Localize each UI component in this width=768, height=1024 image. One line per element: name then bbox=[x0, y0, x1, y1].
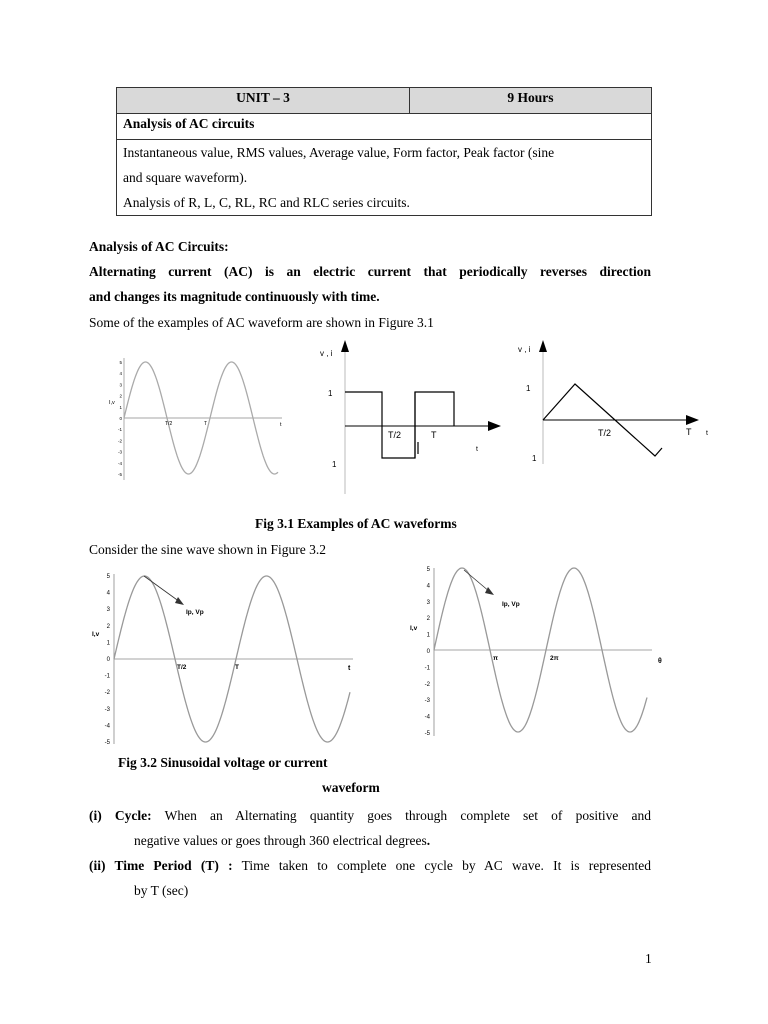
content-line: Analysis of R, L, C, RL, RC and RLC series circuits. bbox=[123, 195, 410, 210]
definition-label: (ii) Time Period (T) : bbox=[89, 858, 233, 873]
definition-continuation bbox=[89, 878, 651, 903]
x-axis-arrow bbox=[488, 421, 501, 431]
continuation-text: by T (sec) bbox=[134, 883, 189, 898]
definition-first-line bbox=[89, 853, 651, 878]
axis-label: v , i bbox=[320, 349, 333, 358]
bottom-label: 1 bbox=[532, 454, 537, 463]
fig31-triangle-chart bbox=[510, 336, 720, 466]
y-tick-label: -4 bbox=[104, 723, 110, 730]
y-axis-label: I,v bbox=[92, 631, 100, 638]
y-axis-arrow bbox=[341, 340, 349, 352]
x-label-half: T/2 bbox=[165, 421, 173, 427]
y-tick-label: 5 bbox=[106, 574, 110, 580]
y-ticks bbox=[425, 567, 431, 737]
definition-cycle bbox=[89, 803, 651, 853]
hours-cell: 9 Hours bbox=[410, 88, 652, 114]
y-tick-label: 3 bbox=[106, 607, 110, 614]
x-axis-label: t bbox=[280, 422, 282, 428]
content-line: and square waveform). bbox=[123, 170, 248, 185]
unit-cell: UNIT – 3 bbox=[117, 88, 410, 114]
y-tick-label: -5 bbox=[117, 472, 122, 477]
section-heading: Analysis of AC Circuits: bbox=[89, 239, 229, 254]
consider-text: Consider the sine wave shown in Figure 3.2 bbox=[89, 542, 326, 557]
y-tick-label: 5 bbox=[119, 360, 122, 365]
x-axis-arrow bbox=[686, 415, 699, 425]
y-tick-label: -5 bbox=[104, 740, 110, 746]
y-ticks bbox=[105, 574, 111, 746]
y-tick-label: -4 bbox=[117, 460, 122, 466]
definition-continuation bbox=[89, 828, 651, 853]
x-label-pi: π bbox=[493, 655, 498, 662]
x-label-period: T bbox=[204, 421, 208, 427]
definition-time-period bbox=[89, 853, 651, 903]
y-tick-label: 3 bbox=[119, 382, 122, 388]
y-tick-label: 4 bbox=[426, 583, 430, 590]
annotation: Ip, Vp bbox=[186, 609, 204, 616]
y-tick-label: 3 bbox=[426, 599, 430, 606]
page-number: 1 bbox=[645, 951, 652, 966]
y-tick-label: -2 bbox=[424, 681, 430, 688]
annotation: Ip, Vp bbox=[502, 601, 520, 608]
annotation-arrow bbox=[144, 576, 180, 602]
x-axis-label: t bbox=[706, 430, 708, 437]
content-line: Instantaneous value, RMS values, Average value, Form factor, Peak factor (sine bbox=[123, 145, 555, 160]
examples-intro: Some of the examples of AC waveform are shown in Figure 3.1 bbox=[89, 315, 434, 330]
y-tick-label: 2 bbox=[119, 393, 122, 399]
x-label-half: T/2 bbox=[177, 664, 187, 671]
x-label-2pi: 2π bbox=[550, 655, 559, 662]
y-tick-label: 0 bbox=[426, 649, 430, 655]
y-tick-label: 2 bbox=[426, 616, 430, 623]
y-tick-label: 2 bbox=[106, 623, 110, 630]
fig31-sine-chart bbox=[106, 352, 298, 487]
fig32-caption-line2: waveform bbox=[322, 780, 380, 795]
axis-label: v , i bbox=[518, 345, 531, 354]
y-tick-label: -1 bbox=[117, 427, 122, 433]
topic-cell: Analysis of AC circuits bbox=[117, 114, 652, 140]
fig32-right-chart bbox=[402, 562, 696, 742]
y-tick-label: 4 bbox=[119, 371, 122, 377]
x-axis-label: θ bbox=[658, 658, 662, 665]
y-axis-label: I,v bbox=[109, 400, 115, 406]
y-tick-label: 0 bbox=[106, 657, 110, 663]
y-tick-label: 1 bbox=[119, 404, 122, 410]
y-tick-label: -3 bbox=[104, 706, 110, 713]
definition-label: (i) Cycle: bbox=[89, 808, 152, 823]
definition-line: and changes its magnitude continuously with time. bbox=[89, 289, 380, 304]
x-axis-label: t bbox=[348, 665, 351, 672]
definition-line: Alternating current (AC) is an electric current that periodically reverses direction bbox=[89, 264, 651, 279]
definition-text: When an Alternating quantity goes through complete set of positive and bbox=[151, 808, 651, 823]
annotation-arrow bbox=[464, 570, 490, 592]
fig31-caption: Fig 3.1 Examples of AC waveforms bbox=[255, 516, 457, 531]
content-cell bbox=[117, 140, 652, 216]
y-tick-label: -2 bbox=[104, 690, 110, 697]
fig31-square-chart bbox=[312, 336, 508, 496]
top-label: 1 bbox=[526, 384, 531, 393]
top-label: 1 bbox=[328, 389, 333, 398]
continuation-bold: . bbox=[426, 833, 431, 848]
fig32-left-chart bbox=[88, 566, 380, 748]
y-tick-label: 5 bbox=[426, 567, 430, 573]
y-tick-label: -3 bbox=[424, 698, 430, 705]
y-tick-label: -2 bbox=[117, 438, 122, 444]
y-tick-label: -1 bbox=[104, 673, 110, 680]
y-tick-label: 4 bbox=[106, 590, 110, 597]
definition-text: Time taken to complete one cycle by AC wave. It is represented bbox=[232, 858, 651, 873]
y-tick-label: 1 bbox=[106, 640, 110, 647]
annotation-arrowhead bbox=[485, 587, 494, 595]
fig32-caption-line1: Fig 3.2 Sinusoidal voltage or current bbox=[118, 755, 328, 770]
continuation-text: negative values or goes through 360 electrical degrees bbox=[134, 833, 427, 848]
definition-first-line bbox=[89, 803, 651, 828]
x-label-period: T bbox=[431, 430, 437, 440]
y-tick-label: 1 bbox=[426, 632, 430, 639]
y-ticks bbox=[118, 360, 123, 477]
annotation-arrowhead bbox=[175, 597, 184, 605]
y-tick-label: -1 bbox=[424, 665, 430, 672]
unit-table bbox=[116, 87, 652, 216]
x-label-period: T bbox=[235, 664, 239, 671]
y-tick-label: -5 bbox=[424, 731, 430, 737]
y-tick-label: -3 bbox=[117, 449, 122, 455]
x-label-half: T/2 bbox=[598, 428, 612, 438]
y-axis-arrow bbox=[539, 340, 547, 352]
x-axis-label: t bbox=[476, 446, 478, 453]
bottom-label: 1 bbox=[332, 460, 337, 469]
y-axis-label: I,v bbox=[410, 625, 418, 632]
x-label-period: T bbox=[686, 427, 692, 437]
square-wave bbox=[345, 392, 454, 458]
x-label-half: T/2 bbox=[388, 430, 402, 440]
y-tick-label: -4 bbox=[424, 714, 430, 721]
y-tick-label: 0 bbox=[119, 416, 122, 421]
